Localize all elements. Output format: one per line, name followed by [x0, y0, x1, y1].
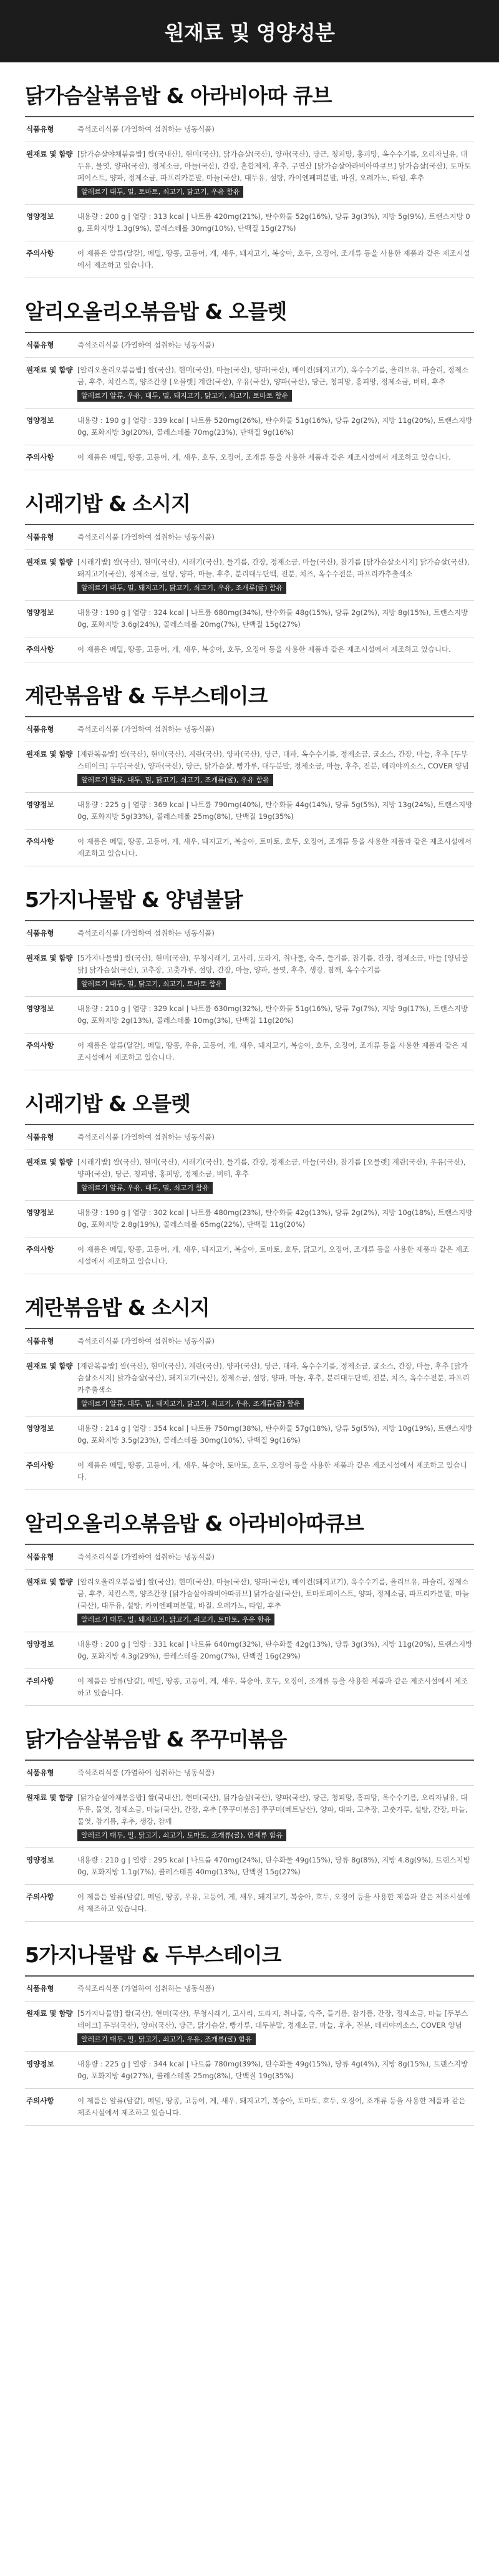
allergy-badge: 알레르기 대두, 밀, 돼지고기, 닭고기, 쇠고기, 우유, 조개류(굴) 함유 [77, 582, 286, 594]
nutrition-value: 내용량 : 210 g | 열량 : 329 kcal | 나트륨 630mg(32%), 탄수화물 51g(16%), 당류 7g(7%), 지방 9g(17%), 트랜스지방 0g, 포화지방 2g(13%), 콜레스테롤 10mg(3%), 단백질 11g(20%) [77, 1004, 468, 1025]
ingredients-text: [닭가슴살야채볶음밥] 쌀(국내산), 현미(국산), 닭가슴살(국산), 양파(국산), 당근, 청피망, 홍피망, 옥수수기름, 오리자닐유, 대두유, 물엿, 정제소금, 마늘(국산), 간장, 후추 [쭈꾸미볶음] 쭈꾸미(베트남산), 양파, 대파, 고추장, 고춧가루, 설탕, 간장, 마늘, 물엿, 참기름, 후추, 생강, 참깨 [77, 1793, 468, 1826]
food-type-value: 즉석조리식품 (가열하여 섭취하는 냉동식품) [77, 341, 215, 349]
ingredients-value [77, 556, 474, 594]
product-title: 시래기밥 & 오믈렛 [25, 1092, 190, 1116]
row-food-type [25, 1545, 474, 1570]
row-notes [25, 1885, 474, 1922]
row-notes [25, 1034, 474, 1070]
product-info-table [25, 920, 474, 1070]
row-food-type [25, 1977, 474, 2002]
nutrition-label: 영양정보 [26, 1640, 54, 1649]
ingredients-text: [계란볶음밥] 쌀(국산), 현미(국산), 계란(국산), 양파(국산), 당근, 대파, 옥수수기름, 정제소금, 굴소스, 간장, 마늘, 후추 [닭가슴살소시지] 닭가슴살(국산), 돼지고기(국산), 정제소금, 설탕, 양파, 마늘, 후추, 분리대두단백, 전분, 치즈, 옥수수전분, 파프리카추출색소 [77, 1362, 470, 1394]
notes-label: 주의사항 [26, 453, 54, 462]
notes-value: 이 제품은 메밀, 땅콩, 고등어, 게, 새우, 돼지고기, 복숭아, 토마토, 호두, 오징어, 조개류 등을 사용한 제품과 같은 제조시설에서 제조하고 있습니다. [77, 837, 472, 858]
ingredients-text: [5가지나물밥] 쌀(국산), 현미(국산), 무청시래기, 고사리, 도라지, 취나물, 숙주, 들기름, 참기름, 간장, 정제소금, 마늘 [양념불닭] 닭가슴살(국산), 고추장, 고춧가루, 설탕, 간장, 마늘, 양파, 물엿, 후추, 생강, 참깨, 옥수수기름 [77, 954, 468, 974]
ingredients-text: [시래기밥] 쌀(국산), 현미(국산), 시래기(국산), 들기름, 간장, 정제소금, 마늘(국산), 참기름 [오믈렛] 계란(국산), 우유(국산), 양파(국산), 당근, 청피망, 홍피망, 정제소금, 버터, 후추 [77, 1158, 466, 1178]
food-type-label: 식품유형 [26, 125, 54, 133]
food-type-value: 즉석조리식품 (가열하여 섭취하는 냉동식품) [77, 533, 215, 541]
food-type-label: 식품유형 [26, 1768, 54, 1777]
page-title: 원재료 및 영양성분 [164, 20, 335, 45]
food-type-value: 즉석조리식품 (가열하여 섭취하는 냉동식품) [77, 1337, 215, 1345]
ingredients-label: 원재료 및 함량 [26, 150, 73, 158]
allergy-badge: 알레르기 대두, 밀, 닭고기, 쇠고기, 토마토 함유 [77, 978, 226, 990]
row-nutrition [25, 601, 474, 637]
nutrition-value: 내용량 : 225 g | 열량 : 344 kcal | 나트륨 780mg(39%), 탄수화물 49g(15%), 당류 4g(4%), 지방 8g(15%), 트랜스지방 0g, 포화지방 4g(27%), 콜레스테롤 25mg(8%), 단백질 19g(35%) [77, 2060, 468, 2080]
food-type-label: 식품유형 [26, 341, 54, 349]
ingredients-value [77, 1792, 474, 1841]
allergy-badge: 알레르기 대두, 밀, 돼지고기, 닭고기, 쇠고기, 토마토, 우유 함유 [77, 1614, 274, 1625]
notes-value: 이 제품은 알류(달걀), 메밀, 땅콩, 고등어, 게, 새우, 돼지고기, 복숭아, 호두, 오징어, 조개류 등을 사용한 제품과 같은 제조시설에서 제조하고 있습니다. [77, 249, 470, 269]
ingredients-value [77, 1156, 474, 1194]
row-notes [25, 1669, 474, 1706]
nutrition-value: 내용량 : 225 g | 열량 : 369 kcal | 나트륨 790mg(40%), 탄수화물 44g(14%), 당류 5g(5%), 지방 13g(24%), 트랜스지방 0g, 포화지방 5g(33%), 콜레스테롤 25mg(8%), 단백질 19g(35%) [77, 800, 473, 821]
product-info-table [25, 1975, 474, 2126]
notes-label: 주의사항 [26, 2096, 54, 2105]
row-food-type [25, 1329, 474, 1354]
ingredients-text: [알리오올리오볶음밥] 쌀(국산), 현미(국산), 마늘(국산), 양파(국산), 베이컨(돼지고기), 옥수수기름, 올리브유, 파슬리, 정제소금, 후추, 치킨스톡, 양조간장 [닭가슴살아라비아따큐브] 닭가슴살(국산), 토마토페이스트, 양파, 정제소금, 파프리카분말, 마늘(국산), 대두유, 설탕, 카이엔페퍼분말, 바질, 오레가노, 타임, 후추 [77, 1577, 470, 1610]
product-section [0, 1706, 499, 1922]
row-nutrition [25, 1416, 474, 1453]
nutrition-value: 내용량 : 190 g | 열량 : 339 kcal | 나트륨 520mg(26%), 탄수화물 51g(16%), 당류 2g(2%), 지방 11g(20%), 트랜스지방 0g, 포화지방 3g(20%), 콜레스테롤 70mg(23%), 단백질 9g(16%) [77, 416, 473, 437]
ingredients-label: 원재료 및 함량 [26, 1577, 73, 1586]
row-nutrition [25, 2052, 474, 2089]
product-info-table [25, 1544, 474, 1706]
row-ingredients [25, 358, 474, 409]
food-type-label: 식품유형 [26, 929, 54, 937]
row-food-type [25, 525, 474, 550]
product-title: 5가지나물밥 & 양념불닭 [25, 888, 243, 912]
row-food-type [25, 1761, 474, 1786]
row-nutrition [25, 409, 474, 445]
product-title: 계란볶음밥 & 소시지 [25, 1295, 210, 1320]
nutrition-value: 내용량 : 210 g | 열량 : 295 kcal | 나트륨 470mg(24%), 탄수화물 49g(15%), 당류 8g(8%), 지방 4.8g(9%), 트랜스지방 0g, 포화지방 1.1g(7%), 콜레스테롤 40mg(13%), 단백질 15g(27%) [77, 1856, 470, 1876]
food-type-label: 식품유형 [26, 1552, 54, 1561]
row-nutrition [25, 793, 474, 830]
row-nutrition [25, 205, 474, 241]
row-nutrition [25, 1848, 474, 1885]
row-ingredients [25, 142, 474, 205]
ingredients-value [77, 748, 474, 786]
row-notes [25, 1453, 474, 1490]
nutrition-label: 영양정보 [26, 1208, 54, 1217]
food-type-value: 즉석조리식품 (가열하여 섭취하는 냉동식품) [77, 1984, 215, 1993]
product-section [0, 1922, 499, 2126]
product-section [0, 278, 499, 470]
nutrition-label: 영양정보 [26, 416, 54, 425]
nutrition-label: 영양정보 [26, 2060, 54, 2068]
product-title: 닭가슴살볶음밥 & 아라비아따 큐브 [25, 84, 332, 108]
row-notes [25, 830, 474, 866]
product-info-table [25, 1124, 474, 1274]
row-food-type [25, 1125, 474, 1150]
food-type-value: 즉석조리식품 (가열하여 섭취하는 냉동식품) [77, 1552, 215, 1561]
food-type-value: 즉석조리식품 (가열하여 섭취하는 냉동식품) [77, 1133, 215, 1141]
row-notes [25, 637, 474, 662]
header-banner [0, 0, 499, 62]
notes-value: 이 제품은 메밀, 땅콩, 고등어, 게, 새우, 복숭아, 토마토, 호두, 오징어 등을 사용한 제품과 같은 제조시설에서 제조하고 있습니다. [77, 1461, 467, 1481]
product-list [0, 62, 499, 2126]
product-section [0, 470, 499, 662]
product-section [0, 62, 499, 278]
ingredients-label: 원재료 및 함량 [26, 558, 73, 566]
ingredients-value [77, 1576, 474, 1625]
notes-value: 이 제품은 알류(달걀), 메밀, 땅콩, 고등어, 게, 새우, 복숭아, 호두, 오징어, 조개류 등을 사용한 제품과 같은 제조시설에서 제조하고 있습니다. [77, 1677, 468, 1697]
food-type-label: 식품유형 [26, 1337, 54, 1345]
notes-label: 주의사항 [26, 1041, 54, 1050]
allergy-badge: 알레르기 알류, 우유, 대두, 밀, 돼지고기, 닭고기, 쇠고기, 토마토 함유 [77, 390, 292, 402]
notes-value: 이 제품은 메밀, 땅콩, 고등어, 게, 새우, 호두, 오징어, 조개류 등을 사용한 제품과 같은 제조시설에서 제조하고 있습니다. [77, 453, 451, 462]
ingredients-text: [계란볶음밥] 쌀(국산), 현미(국산), 계란(국산), 양파(국산), 당근, 대파, 옥수수기름, 정제소금, 굴소스, 간장, 마늘, 후추 [두부스테이크] 두부(국산), 양파(국산), 당근, 닭가슴살, 빵가루, 대두분말, 정제소금, 마늘, 후추, 전분, 데리야끼소스, COVER 양념 [77, 750, 469, 770]
nutrition-value: 내용량 : 200 g | 열량 : 313 kcal | 나트륨 420mg(21%), 탄수화물 52g(16%), 당류 3g(3%), 지방 5g(9%), 트랜스지방 0g, 포화지방 1.3g(9%), 콜레스테롤 30mg(10%), 단백질 15g(27%) [77, 212, 470, 233]
food-type-label: 식품유형 [26, 725, 54, 734]
row-ingredients [25, 1150, 474, 1201]
ingredients-label: 원재료 및 함량 [26, 1362, 73, 1370]
food-type-label: 식품유형 [26, 533, 54, 541]
row-ingredients [25, 946, 474, 997]
notes-value: 이 제품은 알류(달걀), 메밀, 땅콩, 우유, 고등어, 게, 새우, 돼지고기, 복숭아, 호두, 오징어, 조개류 등을 사용한 제품과 같은 제조시설에서 제조하고 있습니다. [77, 1041, 468, 1062]
ingredients-text: [닭가슴살야채볶음밥] 쌀(국내산), 현미(국산), 닭가슴살(국산), 양파(국산), 당근, 청피망, 홍피망, 옥수수기름, 오리자닐유, 대두유, 물엿, 양파(국산), 정제소금, 마늘(국산), 간장, 혼합제제, 후추, 구연산 [닭가슴살아라비아따큐브] 닭가슴살(국산), 토마토페이스트, 양파, 정제소금, 파프리카분말, 마늘(국산), 대두유, 설탕, 카이엔페퍼분말, 바질, 오레가노, 타임, 후추 [77, 150, 472, 182]
ingredients-text: [5가지나물밥] 쌀(국산), 현미(국산), 무청시래기, 고사리, 도라지, 취나물, 숙주, 들기름, 참기름, 간장, 정제소금, 마늘 [두부스테이크] 두부(국산), 양파(국산), 당근, 닭가슴살, 빵가루, 대두분말, 정제소금, 마늘, 후추, 전분, 데리야끼소스, COVER 양념 [77, 2009, 468, 2030]
row-nutrition [25, 997, 474, 1034]
allergy-badge: 알레르기 대두, 밀, 닭고기, 쇠고기, 토마토, 조개류(굴), 연체류 함유 [77, 1829, 286, 1841]
product-section [0, 1490, 499, 1706]
row-nutrition [25, 1201, 474, 1237]
product-section [0, 1070, 499, 1274]
product-title: 알리오올리오볶음밥 & 아라비아따큐브 [25, 1511, 364, 1536]
row-notes [25, 241, 474, 278]
product-title: 계란볶음밥 & 두부스테이크 [25, 684, 268, 708]
nutrition-label: 영양정보 [26, 212, 54, 221]
ingredients-label: 원재료 및 함량 [26, 1793, 73, 1802]
food-type-value: 즉석조리식품 (가열하여 섭취하는 냉동식품) [77, 725, 215, 734]
row-notes [25, 2089, 474, 2126]
nutrition-value: 내용량 : 214 g | 열량 : 354 kcal | 나트륨 750mg(38%), 탄수화물 57g(18%), 당류 5g(5%), 지방 10g(19%), 트랜스지방 0g, 포화지방 3.5g(23%), 콜레스테롤 30mg(10%), 단백질 9g(16%) [77, 1424, 473, 1445]
nutrition-value: 내용량 : 200 g | 열량 : 331 kcal | 나트륨 640mg(32%), 탄수화물 42g(13%), 당류 3g(3%), 지방 11g(20%), 트랜스지방 0g, 포화지방 4.3g(29%), 콜레스테롤 20mg(7%), 단백질 16g(29%) [77, 1640, 473, 1660]
allergy-badge: 알레르기 대두, 밀, 토마토, 쇠고기, 닭고기, 우유 함유 [77, 186, 243, 198]
notes-label: 주의사항 [26, 1461, 54, 1470]
nutrition-value: 내용량 : 190 g | 열량 : 324 kcal | 나트륨 680mg(34%), 탄수화물 48g(15%), 당류 2g(2%), 지방 8g(15%), 트랜스지방 0g, 포화지방 3.6g(24%), 콜레스테롤 20mg(7%), 단백질 15g(27%) [77, 608, 468, 629]
ingredients-label: 원재료 및 함량 [26, 954, 73, 962]
ingredients-value [77, 148, 474, 198]
product-title: 알리오올리오볶음밥 & 오믈렛 [25, 299, 287, 324]
notes-value: 이 제품은 알류(달걀), 메밀, 땅콩, 고등어, 게, 새우, 돼지고기, 복숭아, 토마토, 호두, 오징어, 조개류 등을 사용한 제품과 같은 제조시설에서 제조하고 있습니다. [77, 2096, 466, 2117]
ingredients-value [77, 1360, 474, 1410]
notes-label: 주의사항 [26, 1677, 54, 1685]
ingredients-value [77, 364, 474, 402]
food-type-value: 즉석조리식품 (가열하여 섭취하는 냉동식품) [77, 1768, 215, 1777]
row-food-type [25, 921, 474, 946]
row-food-type [25, 117, 474, 142]
product-info-table [25, 332, 474, 470]
nutrition-label: 영양정보 [26, 1004, 54, 1013]
allergy-badge: 알레르기 대두, 밀, 닭고기, 쇠고기, 우유, 조개류(굴) 함유 [77, 2033, 256, 2045]
food-type-label: 식품유형 [26, 1133, 54, 1141]
notes-label: 주의사항 [26, 1892, 54, 1901]
product-info-table [25, 716, 474, 866]
food-type-value: 즉석조리식품 (가열하여 섭취하는 냉동식품) [77, 125, 215, 133]
product-section [0, 1274, 499, 1490]
product-info-table [25, 116, 474, 278]
row-ingredients [25, 1354, 474, 1416]
product-title: 시래기밥 & 소시지 [25, 491, 190, 516]
row-ingredients [25, 2002, 474, 2052]
notes-label: 주의사항 [26, 249, 54, 258]
product-section [0, 866, 499, 1070]
food-type-value: 즉석조리식품 (가열하여 섭취하는 냉동식품) [77, 929, 215, 937]
product-info-table [25, 1760, 474, 1922]
nutrition-label: 영양정보 [26, 1856, 54, 1864]
product-title: 5가지나물밥 & 두부스테이크 [25, 1943, 281, 1967]
row-ingredients [25, 742, 474, 793]
notes-label: 주의사항 [26, 645, 54, 654]
notes-label: 주의사항 [26, 837, 54, 846]
row-food-type [25, 333, 474, 358]
nutrition-label: 영양정보 [26, 608, 54, 617]
allergy-badge: 알레르기 알류, 대두, 밀, 닭고기, 쇠고기, 조개류(굴), 우유 함유 [77, 774, 273, 786]
product-info-table [25, 1328, 474, 1490]
ingredients-label: 원재료 및 함량 [26, 750, 73, 758]
row-notes [25, 1237, 474, 1274]
ingredients-value [77, 952, 474, 990]
product-section [0, 662, 499, 866]
row-ingredients [25, 550, 474, 601]
food-type-label: 식품유형 [26, 1984, 54, 1993]
ingredients-label: 원재료 및 함량 [26, 2009, 73, 2018]
row-food-type [25, 717, 474, 742]
allergy-badge: 알레르기 알류, 대두, 밀, 돼지고기, 닭고기, 쇠고기, 우유, 조개류(굴) 함유 [77, 1398, 304, 1410]
nutrition-label: 영양정보 [26, 1424, 54, 1433]
notes-value: 이 제품은 알류(달걀), 메밀, 땅콩, 우유, 고등어, 게, 새우, 돼지고기, 복숭아, 호두, 오징어 등을 사용한 제품과 같은 제조시설에서 제조하고 있습니다. [77, 1892, 470, 1913]
ingredients-value [77, 2008, 474, 2045]
ingredients-label: 원재료 및 함량 [26, 1158, 73, 1166]
notes-label: 주의사항 [26, 1245, 54, 1254]
ingredients-label: 원재료 및 함량 [26, 366, 73, 374]
row-ingredients [25, 1786, 474, 1848]
row-notes [25, 445, 474, 470]
notes-value: 이 제품은 메밀, 땅콩, 고등어, 게, 새우, 복숭아, 호두, 오징어 등을 사용한 제품과 같은 제조시설에서 제조하고 있습니다. [77, 645, 451, 654]
nutrition-value: 내용량 : 190 g | 열량 : 302 kcal | 나트륨 480mg(23%), 탄수화물 42g(13%), 당류 2g(2%), 지방 10g(18%), 트랜스지방 0g, 포화지방 2.8g(19%), 콜레스테롤 65mg(22%), 단백질 11g(20%) [77, 1208, 473, 1229]
row-ingredients [25, 1570, 474, 1632]
product-info-table [25, 524, 474, 662]
allergy-badge: 알레르기 알류, 우유, 대두, 밀, 쇠고기 함유 [77, 1182, 213, 1194]
nutrition-label: 영양정보 [26, 800, 54, 809]
ingredients-text: [알리오올리오볶음밥] 쌀(국산), 현미(국산), 마늘(국산), 양파(국산), 베이컨(돼지고기), 옥수수기름, 올리브유, 파슬리, 정제소금, 후추, 치킨스톡, 양조간장 [오믈렛] 계란(국산), 우유(국산), 양파(국산), 당근, 청피망, 홍피망, 정제소금, 버터, 후추 [77, 366, 468, 386]
product-title: 닭가슴살볶음밥 & 쭈꾸미볶음 [25, 1727, 287, 1751]
row-nutrition [25, 1632, 474, 1669]
notes-value: 이 제품은 메밀, 땅콩, 고등어, 게, 새우, 돼지고기, 복숭아, 토마토, 호두, 닭고기, 오징어, 조개류 등을 사용한 제품과 같은 제조시설에서 제조하고 있습니다. [77, 1245, 470, 1266]
ingredients-text: [시래기밥] 쌀(국산), 현미(국산), 시래기(국산), 들기름, 간장, 정제소금, 마늘(국산), 참기름 [닭가슴살소시지] 닭가슴살(국산), 돼지고기(국산), 정제소금, 설탕, 양파, 마늘, 후추, 분리대두단백, 전분, 치즈, 옥수수전분, 파프리카추출색소 [77, 558, 470, 578]
